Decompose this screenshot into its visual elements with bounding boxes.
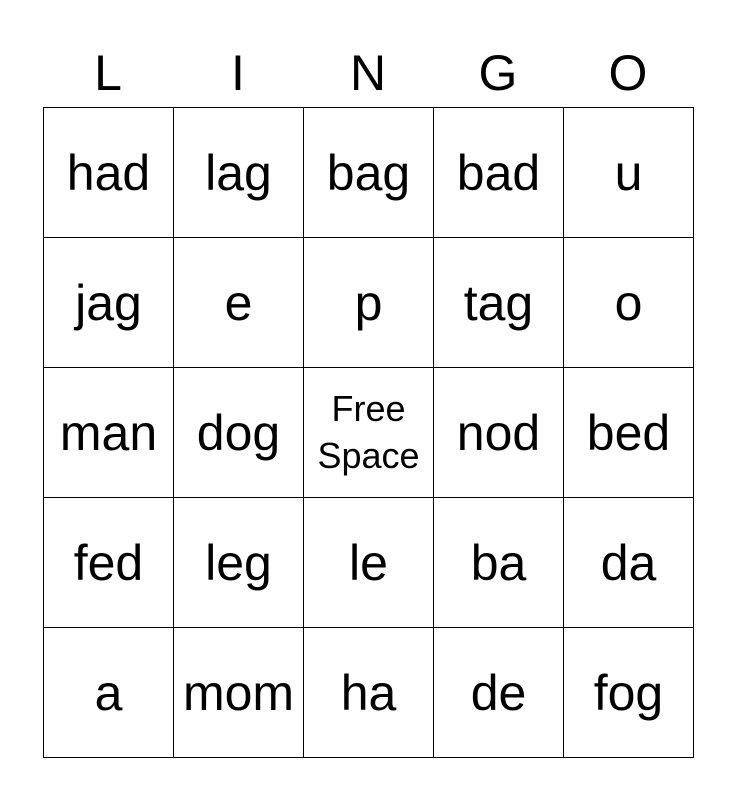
header-letter-l: L xyxy=(94,45,122,101)
board-cell[interactable]: fed xyxy=(44,498,174,628)
board-cell[interactable]: u xyxy=(564,108,694,238)
board-cell[interactable]: p xyxy=(304,238,434,368)
board-cell[interactable]: le xyxy=(304,498,434,628)
board-cell[interactable]: tag xyxy=(434,238,564,368)
board-cell[interactable]: ba xyxy=(434,498,564,628)
board-cell[interactable]: de xyxy=(434,628,564,758)
board-cell[interactable]: fog xyxy=(564,628,694,758)
board-cell[interactable]: o xyxy=(564,238,694,368)
board-cell[interactable]: had xyxy=(44,108,174,238)
board-cell[interactable]: ha xyxy=(304,628,434,758)
header-letter-g: G xyxy=(478,45,518,101)
board-cell[interactable]: bag xyxy=(304,108,434,238)
board-cell[interactable]: dog xyxy=(174,368,304,498)
board-cell[interactable]: nod xyxy=(434,368,564,498)
free-space-cell[interactable] xyxy=(304,368,434,498)
board-cell[interactable]: a xyxy=(44,628,174,758)
free-space-line1: Free xyxy=(331,387,406,429)
free-space-line2: Space xyxy=(317,434,420,476)
board-cell[interactable]: e xyxy=(174,238,304,368)
board-cell[interactable]: leg xyxy=(174,498,304,628)
board-cell[interactable]: lag xyxy=(174,108,304,238)
header-letter-i: I xyxy=(231,45,245,101)
board-cell[interactable]: mom xyxy=(174,628,304,758)
bingo-header xyxy=(43,40,693,106)
board-cell[interactable]: bad xyxy=(434,108,564,238)
header-letter-n: N xyxy=(349,45,387,101)
board-cell[interactable]: bed xyxy=(564,368,694,498)
board-cell[interactable]: jag xyxy=(44,238,174,368)
header-letter-o: O xyxy=(608,45,648,101)
bingo-board xyxy=(43,107,694,758)
board-cell[interactable]: da xyxy=(564,498,694,628)
board-cell[interactable]: man xyxy=(44,368,174,498)
